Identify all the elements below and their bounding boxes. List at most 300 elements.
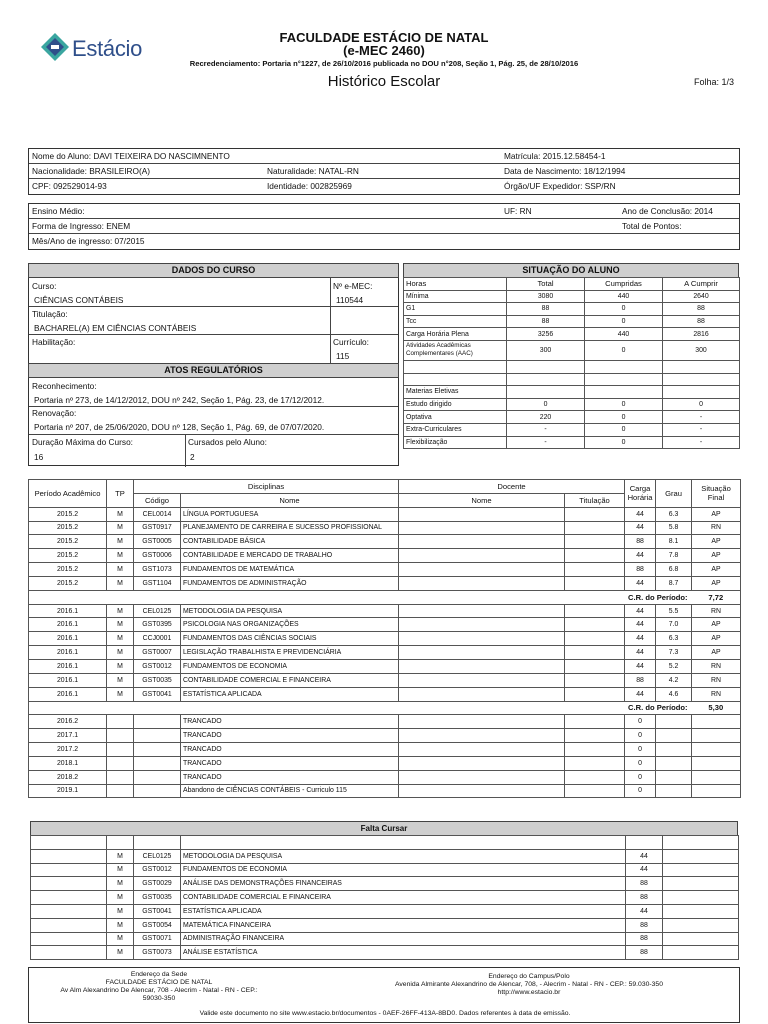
dados-curso-header: DADOS DO CURSO (28, 263, 399, 278)
cr-value: 7,72 (692, 590, 741, 604)
tp-cell: M (107, 604, 134, 618)
falta-row (31, 904, 739, 918)
situacao-col-1: Total (507, 278, 585, 291)
student-name: Nome do Aluno: DAVI TEIXEIRA DO NASCIMNENTO (32, 151, 230, 161)
docente-titulacao-cell (565, 715, 625, 729)
situacao-value (585, 386, 663, 399)
falta-tp-cell: M (107, 932, 134, 946)
falta-nome-cell: FUNDAMENTOS DE ECONOMIA (181, 863, 626, 877)
situacao-value: 0 (585, 398, 663, 411)
docente-nome-cell (399, 770, 565, 784)
tp-cell (107, 729, 134, 743)
falta-tp-cell: M (107, 863, 134, 877)
situacao-cell: AP (692, 535, 741, 549)
tp-cell: M (107, 521, 134, 535)
disciplina-nome-cell: ESTATÍSTICA APLICADA (181, 687, 399, 701)
situacao-cell (692, 784, 741, 798)
situacao-value: 3080 (507, 290, 585, 303)
docente-titulacao-cell (565, 549, 625, 563)
falta-extra-cell (663, 891, 739, 905)
grau-cell (656, 784, 692, 798)
falta-extra-cell (663, 904, 739, 918)
student-nascimento: Data de Nascimento: 18/12/1994 (504, 166, 626, 176)
col-tp: TP (107, 480, 134, 508)
docente-titulacao-cell (565, 646, 625, 660)
duracao-value: 16 (34, 452, 44, 462)
situacao-value: - (663, 436, 740, 449)
docente-nome-cell (399, 618, 565, 632)
carga-cell: 88 (625, 673, 656, 687)
cr-label: C.R. do Período: (29, 701, 692, 715)
docente-nome-cell (399, 563, 565, 577)
falta-nome-cell: METODOLOGIA DA PESQUISA (181, 849, 626, 863)
ensino-medio: Ensino Médio: (32, 206, 85, 216)
campus-site[interactable]: http://www.estacio.br (497, 989, 561, 996)
student-orgao: Órgão/UF Expedidor: SSP/RN (504, 181, 616, 191)
reconhecimento-value: Portaria nº 273, de 14/12/2012, DOU nº 242, Seção 1, Pág. 23, de 17/12/2012. (34, 395, 325, 405)
falta-codigo-cell: GST0071 (134, 932, 181, 946)
periodo-cell: 2017.2 (29, 743, 107, 757)
situacao-value: - (663, 423, 740, 436)
discipline-row (29, 604, 741, 618)
tp-cell: M (107, 646, 134, 660)
reconhecimento-label: Reconhecimento: (32, 381, 97, 391)
situacao-value (585, 373, 663, 386)
situacao-row (404, 340, 740, 360)
situacao-cell: AP (692, 563, 741, 577)
titulacao-label: Titulação: (32, 309, 68, 319)
docente-nome-cell (399, 507, 565, 521)
docente-nome-cell (399, 604, 565, 618)
docente-titulacao-cell (565, 687, 625, 701)
carga-cell: 88 (625, 535, 656, 549)
falta-row (31, 863, 739, 877)
student-cpf: CPF: 092529014-93 (32, 181, 107, 191)
situacao-row (404, 360, 740, 373)
tp-cell: M (107, 507, 134, 521)
grau-cell: 4.6 (656, 687, 692, 701)
discipline-row (29, 507, 741, 521)
student-identidade: Identidade: 002825969 (267, 181, 352, 191)
falta-periodo-cell (31, 877, 107, 891)
docente-titulacao-cell (565, 604, 625, 618)
student-matricula: Matrícula: 2015.12.58454-1 (504, 151, 606, 161)
codigo-cell (134, 729, 181, 743)
situacao-label: G1 (404, 303, 507, 316)
docente-nome-cell (399, 784, 565, 798)
situacao-value: 0 (585, 315, 663, 328)
carga-cell: 0 (625, 729, 656, 743)
tp-cell (107, 743, 134, 757)
situacao-row (404, 373, 740, 386)
falta-row (31, 877, 739, 891)
falta-row (31, 932, 739, 946)
situacao-cell: RN (692, 604, 741, 618)
falta-empty-cell (134, 836, 181, 850)
codigo-cell: GST0005 (134, 535, 181, 549)
codigo-cell: CEL0125 (134, 604, 181, 618)
curso-value: CIÊNCIAS CONTÁBEIS (34, 295, 124, 305)
col-periodo: Período Acadêmico (29, 480, 107, 508)
falta-codigo-cell: GST0029 (134, 877, 181, 891)
col-titulacao: Titulação (565, 493, 625, 507)
docente-nome-cell (399, 659, 565, 673)
situacao-value: 88 (663, 303, 740, 316)
logo-text: Estácio (72, 36, 143, 61)
periodo-cell: 2016.1 (29, 618, 107, 632)
falta-empty-cell (31, 836, 107, 850)
docente-nome-cell (399, 646, 565, 660)
codigo-cell: GST0012 (134, 659, 181, 673)
situacao-row (404, 315, 740, 328)
situacao-cell: AP (692, 646, 741, 660)
discipline-row (29, 756, 741, 770)
titulacao-value: BACHAREL(A) EM CIÊNCIAS CONTÁBEIS (34, 323, 197, 333)
falta-nome-cell: CONTABILIDADE COMERCIAL E FINANCEIRA (181, 891, 626, 905)
falta-carga-cell: 88 (626, 918, 663, 932)
codigo-cell (134, 770, 181, 784)
situacao-value: - (663, 411, 740, 424)
mes-ano-ingresso: Mês/Ano de ingresso: 07/2015 (32, 236, 145, 246)
situacao-col-3: A Cumprir (663, 278, 740, 291)
carga-cell: 44 (625, 687, 656, 701)
situacao-label: Atividades Acadêmicas Complementares (AAC) (404, 340, 507, 360)
habilitacao-label: Habilitação: (32, 337, 76, 347)
situacao-row (404, 303, 740, 316)
falta-periodo-cell (31, 849, 107, 863)
tp-cell (107, 770, 134, 784)
falta-row (31, 891, 739, 905)
falta-codigo-cell: GST0012 (134, 863, 181, 877)
emec-label: Nº e-MEC: (333, 281, 373, 291)
docente-titulacao-cell (565, 756, 625, 770)
falta-carga-cell: 44 (626, 849, 663, 863)
docente-nome-cell (399, 576, 565, 590)
total-pontos: Total de Pontos: (622, 221, 682, 231)
situacao-value: 88 (507, 303, 585, 316)
grau-cell: 8.7 (656, 576, 692, 590)
carga-cell: 0 (625, 756, 656, 770)
curso-label: Curso: (32, 281, 57, 291)
curriculo-label: Currículo: (333, 337, 369, 347)
situacao-cell (692, 715, 741, 729)
situacao-value: 300 (663, 340, 740, 360)
grau-cell: 6.3 (656, 507, 692, 521)
tp-cell (107, 756, 134, 770)
situacao-label: Mínima (404, 290, 507, 303)
codigo-cell: GST1104 (134, 576, 181, 590)
col-codigo: Código (134, 493, 181, 507)
situacao-value: 0 (585, 423, 663, 436)
carga-cell: 44 (625, 659, 656, 673)
forma-ingresso: Forma de Ingresso: ENEM (32, 221, 131, 231)
cursados-value: 2 (190, 452, 195, 462)
situacao-value: 0 (663, 398, 740, 411)
disciplina-nome-cell: FUNDAMENTOS DE ADMINISTRAÇÃO (181, 576, 399, 590)
periodo-cell: 2016.1 (29, 687, 107, 701)
campus-title: Endereço do Campus/Polo (488, 973, 570, 980)
situacao-cell (692, 756, 741, 770)
falta-carga-cell: 88 (626, 877, 663, 891)
student-nacionalidade: Nacionalidade: BRASILEIRO(A) (32, 166, 151, 176)
docente-titulacao-cell (565, 659, 625, 673)
footer (28, 967, 740, 1023)
carga-cell: 44 (625, 618, 656, 632)
situacao-value (663, 373, 740, 386)
discipline-row (29, 715, 741, 729)
codigo-cell (134, 784, 181, 798)
discipline-row (29, 729, 741, 743)
situacao-label: Carga Horária Plena (404, 328, 507, 341)
periodo-cell: 2016.1 (29, 604, 107, 618)
duracao-label: Duração Máxima do Curso: (32, 437, 133, 447)
falta-header: Falta Cursar (30, 821, 738, 836)
falta-nome-cell: ANÁLISE ESTATÍSTICA (181, 946, 626, 960)
tp-cell: M (107, 687, 134, 701)
docente-titulacao-cell (565, 729, 625, 743)
situacao-value: - (507, 423, 585, 436)
disciplina-nome-cell: TRANCADO (181, 715, 399, 729)
tp-cell: M (107, 673, 134, 687)
periodo-cell: 2016.1 (29, 673, 107, 687)
situacao-cell (692, 743, 741, 757)
tp-cell: M (107, 632, 134, 646)
periodo-cell: 2016.2 (29, 715, 107, 729)
discipline-row (29, 673, 741, 687)
docente-nome-cell (399, 687, 565, 701)
situacao-row (404, 423, 740, 436)
periodo-cell: 2015.2 (29, 576, 107, 590)
falta-empty-cell (663, 836, 739, 850)
periodo-cell: 2015.2 (29, 563, 107, 577)
disciplina-nome-cell: METODOLOGIA DA PESQUISA (181, 604, 399, 618)
tp-cell: M (107, 618, 134, 632)
falta-carga-cell: 88 (626, 891, 663, 905)
situacao-cell: AP (692, 549, 741, 563)
falta-extra-cell (663, 918, 739, 932)
discipline-row (29, 549, 741, 563)
falta-tp-cell: M (107, 918, 134, 932)
falta-empty-cell (626, 836, 663, 850)
codigo-cell: CEL0014 (134, 507, 181, 521)
grau-cell (656, 743, 692, 757)
situacao-row (404, 436, 740, 449)
docente-nome-cell (399, 535, 565, 549)
situacao-value: 88 (663, 315, 740, 328)
falta-row (31, 849, 739, 863)
falta-carga-cell: 88 (626, 946, 663, 960)
col-docente: Docente (399, 480, 625, 494)
sede-name: FACULDADE ESTÁCIO DE NATAL (105, 979, 213, 986)
falta-empty-cell (107, 836, 134, 850)
situacao-label: Materias Eletivas (404, 386, 507, 399)
discipline-row (29, 646, 741, 660)
sede-title: Endereço da Sede (130, 971, 188, 978)
falta-codigo-cell: GST0073 (134, 946, 181, 960)
tp-cell: M (107, 549, 134, 563)
disciplina-nome-cell: TRANCADO (181, 770, 399, 784)
falta-empty-row (31, 836, 739, 850)
falta-tp-cell: M (107, 904, 134, 918)
situacao-value: 300 (507, 340, 585, 360)
situacao-label: Flexibilização (404, 436, 507, 449)
codigo-cell: GST0395 (134, 618, 181, 632)
docente-nome-cell (399, 729, 565, 743)
situacao-value (585, 360, 663, 373)
grau-cell: 8.1 (656, 535, 692, 549)
carga-cell: 0 (625, 770, 656, 784)
disciplina-nome-cell: LÍNGUA PORTUGUESA (181, 507, 399, 521)
student-naturalidade: Naturalidade: NATAL-RN (267, 166, 359, 176)
discipline-row (29, 521, 741, 535)
disciplina-nome-cell: TRANCADO (181, 743, 399, 757)
carga-cell: 44 (625, 646, 656, 660)
codigo-cell: GST0006 (134, 549, 181, 563)
falta-extra-cell (663, 877, 739, 891)
docente-nome-cell (399, 673, 565, 687)
disciplina-nome-cell: PLANEJAMENTO DE CARREIRA E SUCESSO PROFISSIONAL (181, 521, 399, 535)
codigo-cell (134, 715, 181, 729)
docente-titulacao-cell (565, 521, 625, 535)
docente-titulacao-cell (565, 563, 625, 577)
codigo-cell: GST0041 (134, 687, 181, 701)
situacao-row (404, 328, 740, 341)
falta-tp-cell: M (107, 891, 134, 905)
situacao-cell: AP (692, 618, 741, 632)
periodo-cell: 2015.2 (29, 507, 107, 521)
faculty-name: FACULDADE ESTÁCIO DE NATAL (279, 30, 489, 45)
situacao-row (404, 290, 740, 303)
situacao-value (663, 386, 740, 399)
col-grau: Grau (656, 480, 692, 508)
falta-periodo-cell (31, 946, 107, 960)
codigo-cell: GST0035 (134, 673, 181, 687)
col-disciplinas: Disciplinas (134, 480, 399, 494)
situacao-cell: AP (692, 576, 741, 590)
disciplina-nome-cell: Abandono de CIÊNCIAS CONTÁBEIS - Curriculo 115 (181, 784, 399, 798)
falta-nome-cell: ANÁLISE DAS DEMONSTRAÇÕES FINANCEIRAS (181, 877, 626, 891)
sede-addr1: Av Alm Alexandrino De Alencar, 708 - Alecrim - Natal - RN - CEP.: (60, 987, 258, 994)
situacao-label: Tcc (404, 315, 507, 328)
situacao-row (404, 386, 740, 399)
periodo-cell: 2019.1 (29, 784, 107, 798)
disciplina-nome-cell: FUNDAMENTOS DE ECONOMIA (181, 659, 399, 673)
grau-cell: 5.2 (656, 659, 692, 673)
discipline-row (29, 563, 741, 577)
situacao-value: 2640 (663, 290, 740, 303)
tp-cell: M (107, 659, 134, 673)
falta-carga-cell: 44 (626, 904, 663, 918)
ingresso-box (28, 203, 740, 250)
situacao-value: 0 (585, 340, 663, 360)
falta-extra-cell (663, 946, 739, 960)
grau-cell: 6.8 (656, 563, 692, 577)
grau-cell (656, 756, 692, 770)
carga-cell: 0 (625, 715, 656, 729)
falta-periodo-cell (31, 863, 107, 877)
cursados-label: Cursados pelo Aluno: (188, 437, 267, 447)
docente-nome-cell (399, 549, 565, 563)
situacao-cell: RN (692, 673, 741, 687)
discipline-row (29, 618, 741, 632)
carga-cell: 44 (625, 521, 656, 535)
disciplina-nome-cell: FUNDAMENTOS DAS CIÊNCIAS SOCIAIS (181, 632, 399, 646)
situacao-value: 0 (585, 411, 663, 424)
docente-titulacao-cell (565, 535, 625, 549)
situacao-cell: RN (692, 659, 741, 673)
docente-titulacao-cell (565, 743, 625, 757)
cr-label: C.R. do Período: (29, 590, 692, 604)
carga-cell: 44 (625, 507, 656, 521)
situacao-header: SITUAÇÃO DO ALUNO (403, 263, 739, 278)
codigo-cell: GST0007 (134, 646, 181, 660)
docente-nome-cell (399, 756, 565, 770)
docente-titulacao-cell (565, 507, 625, 521)
periodo-cell: 2015.2 (29, 521, 107, 535)
grau-cell: 7.3 (656, 646, 692, 660)
docente-titulacao-cell (565, 770, 625, 784)
grau-cell (656, 729, 692, 743)
codigo-cell (134, 756, 181, 770)
page-title: Histórico Escolar (327, 73, 441, 90)
atos-header: ATOS REGULATÓRIOS (28, 363, 399, 378)
falta-nome-cell: ADMINISTRAÇÃO FINANCEIRA (181, 932, 626, 946)
tp-cell (107, 715, 134, 729)
tp-cell: M (107, 535, 134, 549)
carga-cell: 88 (625, 563, 656, 577)
discipline-row (29, 659, 741, 673)
docente-nome-cell (399, 715, 565, 729)
carga-cell: 44 (625, 576, 656, 590)
situacao-col-0: Horas (404, 278, 507, 291)
renovacao-value: Portaria nº 207, de 25/06/2020, DOU nº 128, Seção 1, Pág. 69, de 07/07/2020. (34, 422, 325, 432)
disciplina-nome-cell: TRANCADO (181, 729, 399, 743)
docente-nome-cell (399, 632, 565, 646)
periodo-cell: 2016.1 (29, 646, 107, 660)
periodo-cell: 2018.1 (29, 756, 107, 770)
periodo-cell: 2015.2 (29, 549, 107, 563)
emec-value: 110544 (336, 295, 364, 305)
discipline-row (29, 576, 741, 590)
situacao-value: 0 (507, 398, 585, 411)
disciplinas-table (28, 479, 741, 798)
situacao-table (403, 277, 740, 449)
docente-nome-cell (399, 521, 565, 535)
situacao-label: Estudo dirigido (404, 398, 507, 411)
grau-cell (656, 715, 692, 729)
situacao-label (404, 373, 507, 386)
docente-titulacao-cell (565, 673, 625, 687)
periodo-cell: 2018.2 (29, 770, 107, 784)
falta-extra-cell (663, 863, 739, 877)
grau-cell: 5.8 (656, 521, 692, 535)
renovacao-label: Renovação: (32, 408, 77, 418)
ano-conclusao: Ano de Conclusão: 2014 (622, 206, 713, 216)
falta-nome-cell: ESTATÍSTICA APLICADA (181, 904, 626, 918)
discipline-row (29, 632, 741, 646)
periodo-cell: 2017.1 (29, 729, 107, 743)
docente-titulacao-cell (565, 576, 625, 590)
situacao-value: 440 (585, 290, 663, 303)
situacao-value: 440 (585, 328, 663, 341)
grau-cell: 5.5 (656, 604, 692, 618)
carga-cell: 44 (625, 604, 656, 618)
disciplina-nome-cell: PSICOLOGIA NAS ORGANIZAÇÕES (181, 618, 399, 632)
curriculo-value: 115 (336, 351, 350, 361)
codigo-cell: CCJ0001 (134, 632, 181, 646)
discipline-row (29, 770, 741, 784)
codigo-cell: GST1073 (134, 563, 181, 577)
